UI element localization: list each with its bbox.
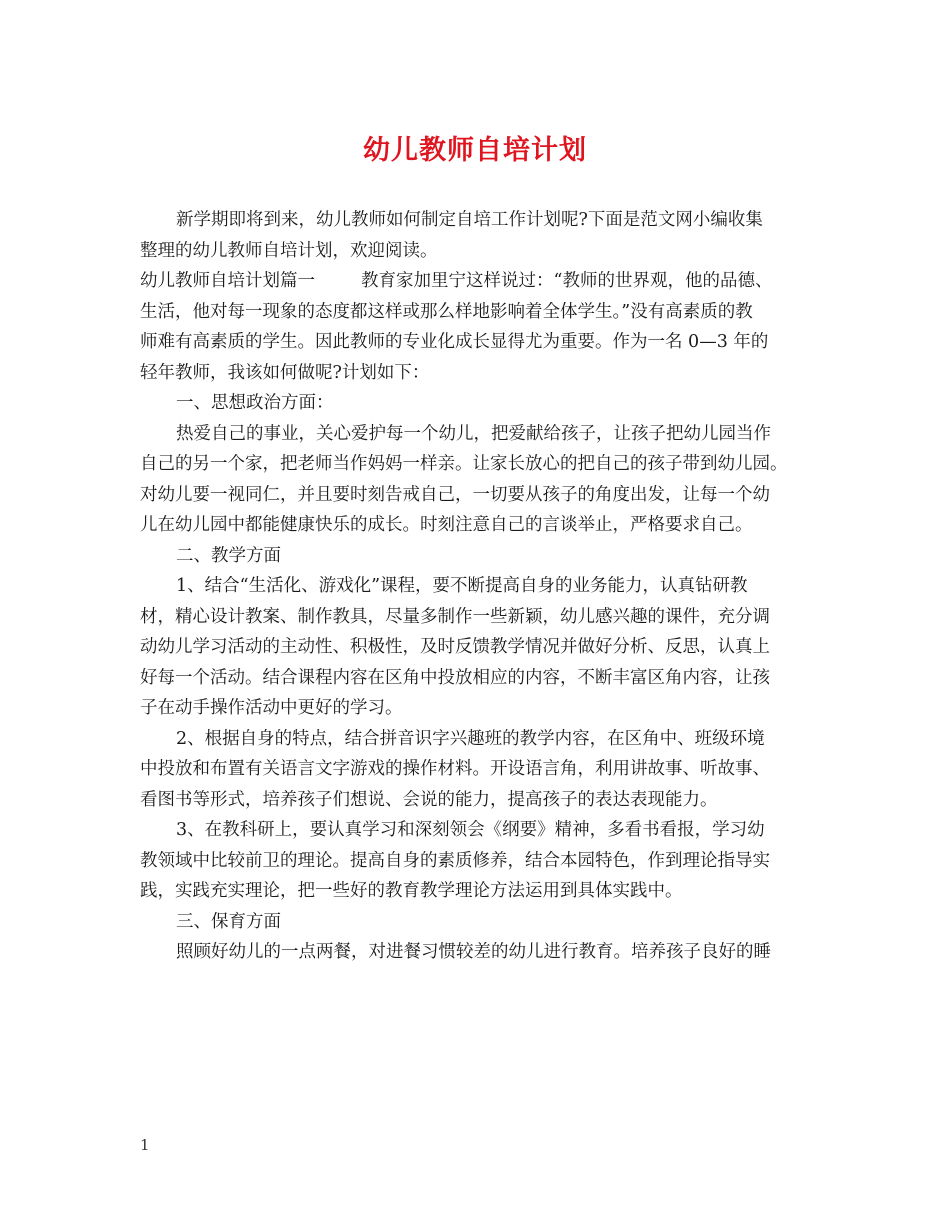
paragraph-line: 2、根据自身的特点，结合拼音识字兴趣班的教学内容，在区角中、班级环境: [176, 728, 765, 749]
section-heading: 二、教学方面: [176, 545, 281, 566]
paragraph-line: 教领域中比较前卫的理论。提高自身的素质修养，结合本园特色，作到理论指导实: [140, 850, 770, 871]
paragraph-line: 生活，他对每一现象的态度都这样或那么样地影响着全体学生。”没有高素质的教: [140, 301, 753, 322]
paragraph-line: 新学期即将到来，幼儿教师如何制定自培工作计划呢?下面是范文网小编收集: [176, 210, 763, 230]
paragraph-line: 好每一个活动。结合课程内容在区角中投放相应的内容，不断丰富区角内容，让孩: [140, 667, 770, 688]
paragraph-line: 中投放和布置有关语言文字游戏的操作材料。开设语言角，利用讲故事、听故事、: [140, 759, 770, 779]
paragraph-line: [140, 266, 812, 297]
section-heading: 幼儿教师自培计划篇一: [140, 271, 315, 291]
paragraph-line: 照顾好幼儿的一点两餐，对进餐习惯较差的幼儿进行教育。培养孩子良好的睡: [176, 942, 771, 962]
paragraph-line: 子在动手操作活动中更好的学习。: [140, 698, 403, 718]
paragraph-line: 师难有高素质的学生。因此教师的专业化成长显得尤为重要。作为一名 0—3 年的: [140, 332, 769, 352]
paragraph-text: 教育家加里宁这样说过：“教师的世界观，他的品德、: [361, 271, 773, 291]
paragraph-line: 动幼儿学习活动的主动性、积极性，及时反馈教学情况并做好分析、反思，认真上: [140, 637, 770, 657]
paragraph-line: 3、在教科研上，要认真学习和深刻领会《纲要》精神，多看书看报，学习幼: [176, 820, 765, 840]
paragraph-line: 1、结合“生活化、游戏化”课程，要不断提高自身的业务能力，认真钻研教: [176, 576, 748, 596]
section-heading: 一、思想政治方面：: [176, 393, 334, 413]
paragraph-line: 材，精心设计教案、制作教具，尽量多制作一些新颖，幼儿感兴趣的课件，充分调: [140, 606, 770, 627]
paragraph-line: 看图书等形式，培养孩子们想说、会说的能力，提高孩子的表达表现能力。: [140, 789, 718, 810]
section-heading: 三、保育方面: [176, 911, 281, 932]
paragraph-line: 整理的幼儿教师自培计划，欢迎阅读。: [140, 240, 438, 261]
paragraph-line: 儿在幼儿园中都能健康快乐的成长。时刻注意自己的言谈举止，严格要求自己。: [140, 515, 753, 535]
page-number: 1: [140, 1136, 150, 1154]
paragraph-line: 对幼儿要一视同仁，并且要时刻告戒自己，一切要从孩子的角度出发，让每一个幼: [140, 484, 770, 505]
document-title: 幼儿教师自培计划: [363, 135, 587, 166]
paragraph-line: 践，实践充实理论，把一些好的教育教学理论方法运用到具体实践中。: [140, 881, 683, 901]
paragraph-line: 自己的另一个家，把老师当作妈妈一样亲。让家长放心的把自己的孩子带到幼儿园。: [140, 454, 788, 474]
paragraph-line: 热爱自己的事业，关心爱护每一个幼儿，把爱献给孩子，让孩子把幼儿园当作: [176, 423, 771, 444]
document-body: [140, 205, 812, 968]
paragraph-line: 轻年教师，我该如何做呢?计划如下：: [140, 362, 430, 383]
